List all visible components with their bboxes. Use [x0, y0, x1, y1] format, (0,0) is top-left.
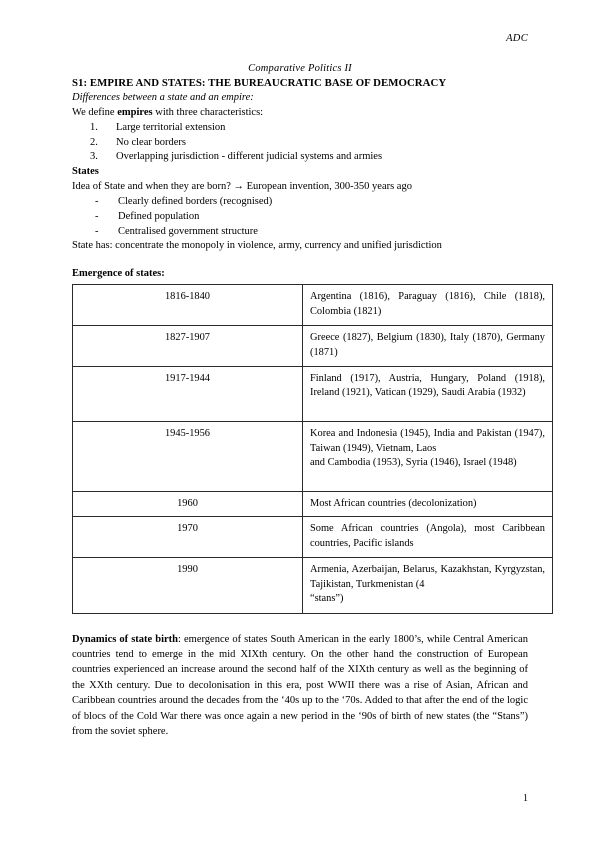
define-bold-term: empires: [117, 107, 153, 118]
period-value: 1960: [177, 497, 198, 509]
row-filler: [77, 578, 298, 608]
row-filler: [77, 386, 298, 416]
states-lead-line: Idea of State and when they are born? → European invention, 300-350 years ago: [72, 181, 412, 193]
table-cell-period: [73, 325, 303, 366]
table-cell-period: [73, 517, 303, 558]
state-has-line: State has: concentrate the monopoly in violence, army, currency and unified jurisdiction: [72, 240, 442, 252]
table-cell-period: [73, 491, 303, 517]
list-marker: -: [95, 225, 99, 237]
table-cell-period: [73, 366, 303, 422]
table-row: [73, 491, 553, 517]
list-item: [72, 225, 528, 240]
table-row: [73, 325, 553, 366]
list-marker: -: [95, 196, 99, 208]
row-filler: [77, 305, 298, 320]
list-item: [72, 150, 528, 165]
row-filler: [77, 442, 298, 486]
vertical-spacer: [72, 254, 528, 267]
list-marker: 1.: [90, 122, 98, 134]
states-value: Some African countries (Angola), most Caribbean countries, Pacific islands: [310, 523, 545, 549]
states-value-line1: Korea and Indonesia (1945), India and Pakistan (1947), Taiwan (1949), Vietnam, Laos: [310, 428, 545, 454]
row-filler: [77, 537, 298, 552]
period-value: 1945-1956: [164, 428, 211, 440]
state-characteristics-list: [72, 195, 528, 239]
table-heading: Emergence of states:: [72, 268, 165, 280]
table-cell-period: [73, 557, 303, 613]
states-value-line2: and Cambodia (1953), Syria (1946), Israel (1948): [310, 457, 517, 469]
states-value-line1: Armenia, Azerbaijan, Belarus, Kazakhstan, Kyrgyzstan, Tajikistan, Turkmenistan (4: [310, 563, 545, 590]
table-cell-states: [303, 422, 553, 492]
states-value: Greece (1827), Belgium (1830), Italy (1870), Germany (1871): [310, 331, 545, 358]
table-row: [73, 366, 553, 422]
table-row: [73, 517, 553, 558]
period-value: 1816-1840: [164, 291, 211, 303]
define-lead-text: We define: [72, 107, 118, 118]
table-row: [73, 285, 553, 326]
page-number: 1: [523, 793, 528, 804]
row-filler: [77, 346, 298, 361]
empire-characteristics-list: [72, 121, 528, 165]
list-marker: 2.: [90, 136, 98, 148]
page-title: S1: EMPIRE AND STATES: THE BUREAUCRATIC BASE OF DEMOCRACY: [72, 77, 447, 89]
define-tail-text: with three characteristics:: [152, 107, 264, 118]
table-cell-states: [303, 491, 553, 517]
states-value: Argentina (1816), Paraguay (1816), Chile (1818), Colombia (1821): [310, 291, 545, 317]
list-item: [72, 195, 528, 210]
list-marker: 3.: [90, 151, 98, 163]
table-cell-period: [73, 422, 303, 492]
period-value: 1827-1907: [164, 331, 211, 343]
document-body: [72, 62, 545, 739]
running-header: ADC: [506, 33, 528, 44]
dynamics-lead-term: Dynamics of state birth: [72, 633, 179, 645]
list-item-text: Centralised government structure: [118, 225, 258, 237]
table-cell-states: [303, 325, 553, 366]
states-value: Most African countries (decolonization): [310, 497, 477, 509]
states-value-line2: “stans”): [310, 593, 344, 605]
list-item: [72, 136, 528, 151]
period-value: 1990: [177, 563, 198, 575]
table-cell-states: [303, 557, 553, 613]
states-heading: States: [72, 165, 99, 177]
list-item-text: No clear borders: [116, 136, 186, 148]
section-subtitle: Differences between a state and an empire:: [72, 92, 254, 103]
emergence-of-states-table: [72, 284, 553, 613]
list-item-text: Clearly defined borders (recognised): [118, 196, 273, 208]
define-empires-line: [72, 106, 528, 120]
states-value: Finland (1917), Austria, Hungary, Poland (1918), Ireland (1921), Vatican (1929), Saudi Arabia (1932): [310, 372, 545, 399]
list-item-text: Large territorial extension: [116, 122, 226, 134]
table-cell-states: [303, 517, 553, 558]
dynamics-paragraph: [72, 632, 528, 740]
dynamics-body-text: : emergence of states South American in the early 1800’s, while Central American countries tend to emerge in the mid XIXth century. On the other hand the construction of European countries experienced an increase around the second half of the XIXth century as well as the beginning of the XXth century. Due to decolonisation in this era, post WWII there was a rise of Asian, African and Caribbean countries around the decades from the ‘40s up to the ‘70s. Added to that after the end of the logic of blocs of the Cold War there was once again a new period in the ‘90s of birth of new states (the “Stans”) from the soviet sphere.: [72, 633, 528, 737]
list-item: [72, 121, 528, 136]
list-item-text: Overlapping jurisdiction - different judicial systems and armies: [116, 151, 383, 163]
table-row: [73, 557, 553, 613]
period-value: 1917-1944: [164, 372, 211, 384]
list-item: [72, 210, 528, 225]
list-marker: -: [95, 210, 99, 222]
period-value: 1970: [177, 523, 198, 535]
table-cell-states: [303, 285, 553, 326]
table-cell-states: [303, 366, 553, 422]
table-row: [73, 422, 553, 492]
list-item-text: Defined population: [118, 210, 200, 222]
course-title: Comparative Politics II: [248, 63, 352, 74]
table-cell-period: [73, 285, 303, 326]
